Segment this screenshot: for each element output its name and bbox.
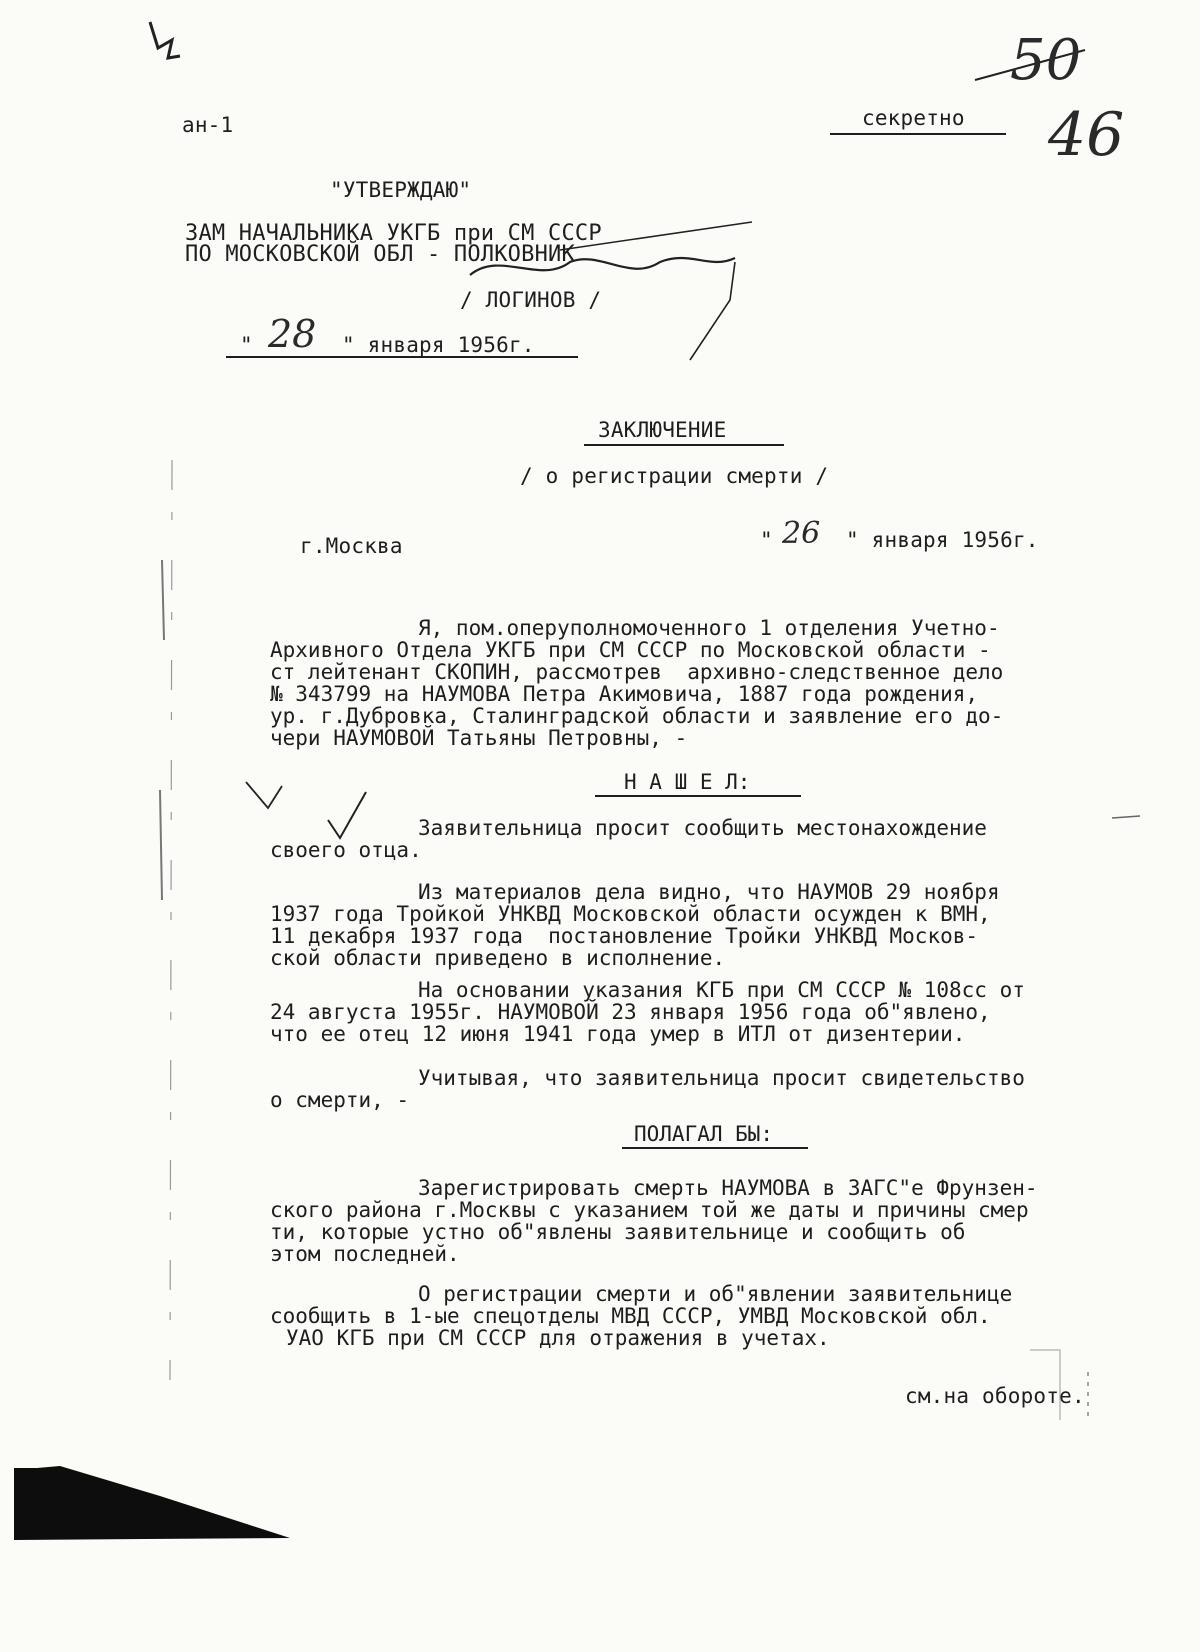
proposal-heading-underline (622, 1147, 808, 1149)
approval-position-line1: ЗАМ НАЧАЛЬНИКА УКГБ при СМ СССР (185, 221, 602, 246)
body-line: Заявительница просит сообщить местонахождение (418, 816, 987, 840)
approval-date-open: " (240, 333, 253, 357)
classification-underline (830, 133, 1006, 135)
document-title-underline (584, 444, 784, 446)
handwritten-page-number-old: 50 (1010, 28, 1082, 93)
document-subtitle: / о регистрации смерти / (520, 464, 829, 488)
approval-date-day: 28 (268, 312, 317, 356)
proposal-heading: ПОЛАГАЛ БЫ: (634, 1122, 774, 1146)
body-line: ти, которые устно об"явлены заявительнице и сообщить об (270, 1220, 966, 1244)
body-line: о смерти, - (270, 1088, 410, 1112)
check-mark-1 (246, 782, 282, 808)
approval-date-underline (226, 356, 578, 358)
body-line: Учитывая, что заявительница просит свидетельство (418, 1066, 1025, 1090)
handwritten-page-number: 46 (1048, 100, 1125, 170)
body-line: ского района г.Москвы с указанием той же даты и причины смер (270, 1198, 1029, 1222)
body-line: 1937 года Тройкой УНКВД Московской области осужден к ВМН, (270, 902, 991, 926)
document-date-open: " (760, 528, 773, 552)
body-line: 24 августа 1955г. НАУМОВОЙ 23 января 1956 года об"явлено, (270, 1000, 991, 1024)
body-line: своего отца. (270, 838, 422, 862)
body-line: УАО КГБ при СМ СССР для отражения в учетах. (286, 1326, 830, 1350)
document-code: ан-1 (182, 113, 234, 137)
document-title: ЗАКЛЮЧЕНИЕ (598, 418, 727, 442)
body-line: ской области приведено в исполнение. (270, 946, 726, 970)
body-line: этом последней. (270, 1242, 460, 1266)
body-line: сообщить в 1-ые спецотделы МВД СССР, УМВД Московской обл. (270, 1304, 991, 1328)
body-line: На основании указания КГБ при СМ СССР № 108сс от (418, 978, 1025, 1002)
body-line: № 343799 на НАУМОВА Петра Акимовича, 1887 года рождения, (270, 682, 979, 706)
found-heading: Н А Ш Е Л: (624, 770, 751, 794)
footer-note: см.на обороте. (905, 1384, 1085, 1408)
scan-shadow (14, 1468, 58, 1508)
body-line: ст лейтенант СКОПИН, рассмотрев архивно-следственное дело (270, 660, 1004, 684)
body-line: ур. г.Дубровка, Сталинградской области и заявление его до- (270, 704, 1004, 728)
approval-signatory: / ЛОГИНОВ / (460, 288, 602, 312)
approval-date-rest: " января 1956г. (342, 333, 535, 357)
body-line: О регистрации смерти и об"явлении заявительнице (418, 1282, 1013, 1306)
classification-label: секретно (862, 106, 965, 130)
body-line: чери НАУМОВОЙ Татьяны Петровны, - (270, 726, 688, 750)
body-line: Из материалов дела видно, что НАУМОВ 29 ноября (418, 880, 1000, 904)
check-mark-2 (328, 792, 366, 838)
found-heading-underline (595, 795, 801, 797)
body-line: 11 декабря 1937 года постановление Тройки УНКВД Москов- (270, 924, 979, 948)
document-place: г.Москва (300, 534, 403, 558)
body-line: Я, пом.оперуполномоченного 1 отделения Учетно- (418, 616, 1000, 640)
document-date-rest: " января 1956г. (846, 528, 1039, 552)
body-line: что ее отец 12 июня 1941 года умер в ИТЛ от дизентерии. (270, 1022, 966, 1046)
approval-position-line2: ПО МОСКОВСКОЙ ОБЛ - ПОЛКОВНИК (185, 242, 575, 267)
document-date-day: 26 (782, 516, 821, 551)
body-line: Архивного Отдела УКГБ при СМ СССР по Московской области - (270, 638, 991, 662)
body-line: Зарегистрировать смерть НАУМОВА в ЗАГС"е Фрунзен- (418, 1176, 1038, 1200)
approval-title: "УТВЕРЖДАЮ" (330, 178, 472, 202)
